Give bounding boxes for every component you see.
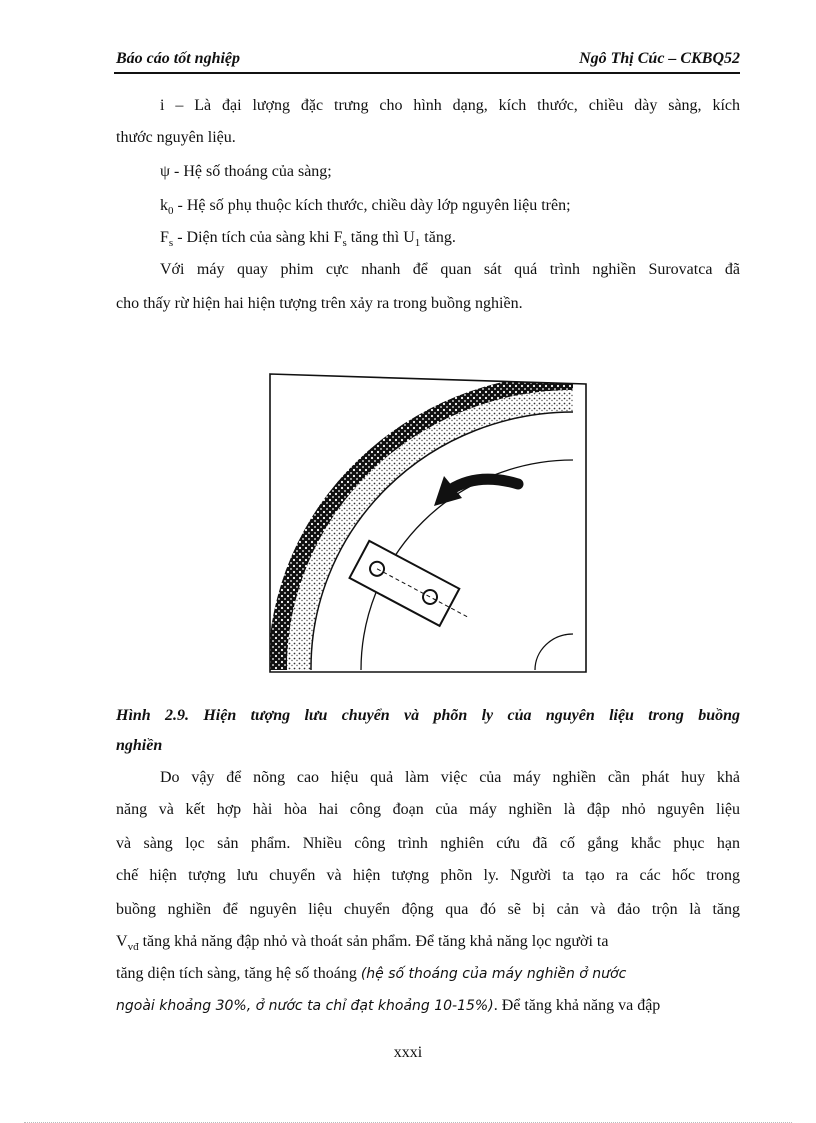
figure-caption-line: nghiền bbox=[116, 737, 163, 754]
hammer-plate bbox=[350, 541, 479, 636]
italic-note: ngoài khoảng 30%, ở nước ta chỉ đạt khoảng 10-15%) bbox=[116, 998, 494, 1014]
subscript: vđ bbox=[127, 941, 139, 954]
symbol: V bbox=[116, 933, 128, 950]
text-line bbox=[116, 932, 740, 957]
text-line: năng và kết hợp hài hòa hai công đoạn của máy nghiền là đập nhỏ nguyên liệu bbox=[116, 801, 740, 818]
subscript: s bbox=[342, 237, 347, 250]
text-run: . Để tăng khả năng va đập bbox=[493, 997, 661, 1014]
crusher-diagram bbox=[268, 372, 588, 674]
center-arc bbox=[535, 634, 573, 670]
text-line bbox=[116, 996, 740, 1016]
crusher-chamber-figure bbox=[268, 372, 588, 674]
figure-caption-line: Hình 2.9. Hiện tượng lưu chuyển và phõn ly của nguyên liệu trong buồng bbox=[116, 707, 740, 724]
inner-material-layer bbox=[287, 390, 573, 670]
subscript: s bbox=[168, 237, 174, 250]
header-report-title: Báo cáo tốt nghiệp bbox=[116, 50, 241, 67]
subscript: 0 bbox=[168, 205, 174, 218]
symbol: k bbox=[160, 197, 168, 214]
text-line: Do vậy để nõng cao hiệu quả làm việc của máy nghiền cần phát huy khả bbox=[160, 769, 740, 786]
text-line bbox=[160, 196, 784, 221]
text-run: - Diện tích của sàng khi F bbox=[173, 229, 343, 246]
text-line: chế hiện tượng lưu chuyển và hiện tượng phõn ly. Người ta tạo ra các hốc trong bbox=[116, 867, 740, 884]
symbol: F bbox=[160, 229, 169, 246]
page-number: xxxi bbox=[393, 1044, 423, 1061]
text-line: thước nguyên liệu. bbox=[116, 129, 236, 146]
text-line bbox=[116, 964, 740, 984]
text-line: cho thấy rừ hiện hai hiện tượng trên xảy ra trong buồng nghiền. bbox=[116, 295, 523, 312]
text-line: i – Là đại lượng đặc trưng cho hình dạng, kích thước, chiều dày sàng, kích bbox=[160, 97, 740, 114]
text-line: Với máy quay phim cực nhanh để quan sát quá trình nghiền Surovatca đã bbox=[160, 261, 740, 278]
text-line: buồng nghiền để nguyên liệu chuyển động qua đó sẽ bị cản và đảo trộn là tăng bbox=[116, 901, 740, 918]
text-run: - Hệ số phụ thuộc kích thước, chiều dày lớp nguyên liệu trên; bbox=[173, 197, 571, 214]
italic-note: (hệ số thoáng của máy nghiền ở nước bbox=[360, 966, 627, 982]
page-header bbox=[114, 44, 740, 74]
subscript: 1 bbox=[414, 237, 421, 250]
text-line bbox=[160, 228, 784, 253]
text-run: tăng diện tích sàng, tăng hệ số thoáng bbox=[116, 965, 361, 982]
rotation-arrow-shaft bbox=[450, 479, 518, 490]
text-line: ψ - Hệ số thoáng của sàng; bbox=[160, 163, 332, 180]
header-author: Ngô Thị Cúc – CKBQ52 bbox=[579, 50, 740, 67]
screen-arc bbox=[311, 412, 573, 670]
text-line: và sàng lọc sản phẩm. Nhiều công trình nghiên cứu đã cố gắng khắc phục hạn bbox=[116, 835, 740, 852]
text-run: tăng thì U bbox=[346, 229, 415, 246]
text-run: tăng khả năng đập nhỏ và thoát sản phẩm. Để tăng khả năng lọc người ta bbox=[138, 933, 609, 950]
text-run: tăng. bbox=[420, 229, 456, 246]
